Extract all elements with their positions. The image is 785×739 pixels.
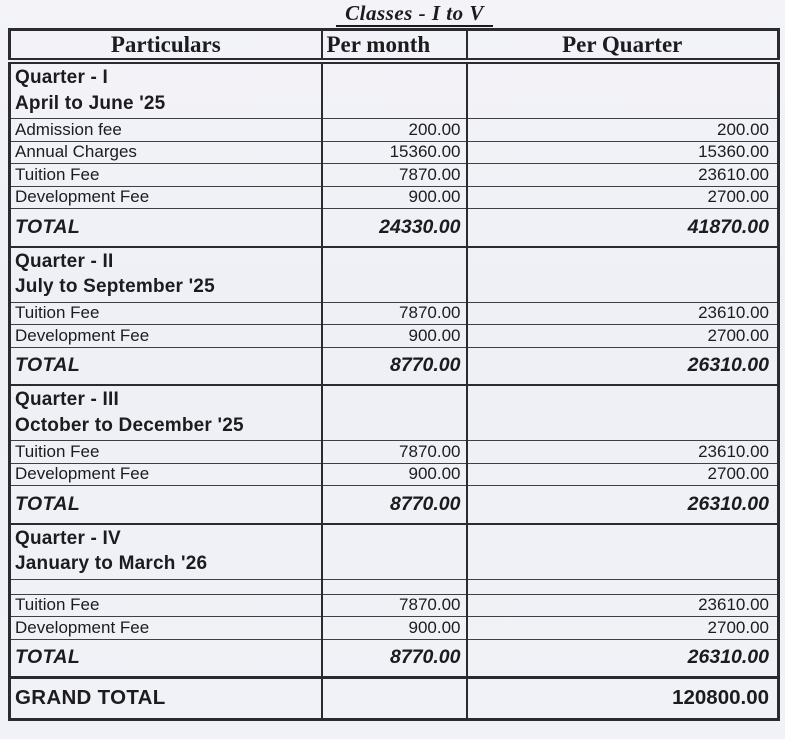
per-month-value: 200.00: [322, 119, 467, 142]
per-quarter-value: 23610.00: [467, 302, 779, 325]
quarter-4-header-row: [10, 524, 779, 580]
fee-row-development-fee-q3: [10, 463, 779, 486]
empty-spacer-row: [10, 579, 779, 594]
empty-cell: [467, 61, 779, 119]
total-per-quarter: 26310.00: [467, 347, 779, 385]
fee-row-development-fee-q4: [10, 617, 779, 640]
quarter-3-period: October to December '25: [15, 414, 244, 436]
per-month-value: 900.00: [322, 617, 467, 640]
table-header-row: [10, 30, 779, 62]
fee-row-annual-charges: [10, 141, 779, 164]
fee-label: Development Fee: [10, 325, 322, 348]
total-label: TOTAL: [10, 486, 322, 524]
column-header-particulars: Particulars: [10, 30, 322, 62]
per-month-value: 900.00: [322, 325, 467, 348]
per-month-value: 15360.00: [322, 141, 467, 164]
quarter-4-header-cell: [10, 524, 322, 580]
column-header-per-month: Per month: [322, 30, 467, 62]
fee-row-admission-fee: [10, 119, 779, 142]
grand-total-per-quarter: 120800.00: [467, 677, 779, 719]
per-quarter-value: 2700.00: [467, 186, 779, 209]
per-quarter-value: 23610.00: [467, 594, 779, 617]
fee-label: Development Fee: [10, 463, 322, 486]
total-per-quarter: 26310.00: [467, 486, 779, 524]
fee-table: [8, 28, 780, 721]
fee-row-development-fee-q1: [10, 186, 779, 209]
total-row-q3: [10, 486, 779, 524]
fee-label: Admission fee: [10, 119, 322, 142]
fee-label: Tuition Fee: [10, 164, 322, 187]
empty-cell: [322, 61, 467, 119]
quarter-2-header-cell: [10, 247, 322, 303]
per-quarter-value: 23610.00: [467, 441, 779, 464]
total-per-quarter: 41870.00: [467, 209, 779, 247]
total-label: TOTAL: [10, 639, 322, 677]
fee-label: Annual Charges: [10, 141, 322, 164]
per-month-value: 900.00: [322, 463, 467, 486]
fee-label: Tuition Fee: [10, 302, 322, 325]
total-row-q2: [10, 347, 779, 385]
per-quarter-value: 23610.00: [467, 164, 779, 187]
fee-row-tuition-fee-q4: [10, 594, 779, 617]
per-month-value: 7870.00: [322, 302, 467, 325]
per-month-value: 7870.00: [322, 164, 467, 187]
per-quarter-value: 15360.00: [467, 141, 779, 164]
fee-label: Tuition Fee: [10, 441, 322, 464]
grand-total-per-month: [322, 677, 467, 719]
quarter-1-header-cell: [10, 61, 322, 119]
quarter-2-period: July to September '25: [15, 276, 215, 297]
empty-cell: [467, 247, 779, 303]
total-row-q4: [10, 639, 779, 677]
total-per-month: 8770.00: [322, 486, 467, 524]
empty-cell: [467, 579, 779, 594]
per-month-value: 900.00: [322, 186, 467, 209]
quarter-3-header-row: [10, 385, 779, 441]
quarter-2-title: Quarter - II: [15, 250, 114, 272]
quarter-2-header-row: [10, 247, 779, 303]
quarter-1-header-row: [10, 61, 779, 119]
column-header-per-quarter: Per Quarter: [467, 30, 779, 62]
scanned-fee-document: [0, 1, 785, 721]
fee-label: Development Fee: [10, 617, 322, 640]
total-label: TOTAL: [10, 209, 322, 247]
total-label: TOTAL: [10, 347, 322, 385]
total-per-month: 8770.00: [322, 347, 467, 385]
quarter-3-title: Quarter - III: [15, 389, 119, 410]
empty-cell: [10, 579, 322, 594]
fee-label: Tuition Fee: [10, 594, 322, 617]
total-per-month: 8770.00: [322, 639, 467, 677]
per-quarter-value: 2700.00: [467, 463, 779, 486]
quarter-1-period: April to June '25: [15, 92, 166, 114]
per-quarter-value: 200.00: [467, 119, 779, 142]
fee-row-tuition-fee-q2: [10, 302, 779, 325]
empty-cell: [322, 247, 467, 303]
total-row-q1: [10, 209, 779, 247]
title-row: [8, 1, 777, 27]
per-quarter-value: 2700.00: [467, 617, 779, 640]
per-month-value: 7870.00: [322, 594, 467, 617]
fee-label: Development Fee: [10, 186, 322, 209]
grand-total-label: GRAND TOTAL: [10, 677, 322, 719]
fee-row-tuition-fee-q1: [10, 164, 779, 187]
quarter-4-title: Quarter - IV: [15, 527, 121, 549]
empty-cell: [322, 385, 467, 441]
quarter-3-header-cell: [10, 385, 322, 441]
page-title: Classes - I to V: [336, 1, 493, 27]
empty-cell: [467, 524, 779, 580]
total-per-quarter: 26310.00: [467, 639, 779, 677]
per-month-value: 7870.00: [322, 441, 467, 464]
fee-row-tuition-fee-q3: [10, 441, 779, 464]
per-quarter-value: 2700.00: [467, 325, 779, 348]
empty-cell: [467, 385, 779, 441]
empty-cell: [322, 579, 467, 594]
grand-total-row: [10, 677, 779, 719]
total-per-month: 24330.00: [322, 209, 467, 247]
empty-cell: [322, 524, 467, 580]
quarter-4-period: January to March '26: [15, 553, 208, 574]
quarter-1-title: Quarter - I: [15, 67, 108, 88]
fee-row-development-fee-q2: [10, 325, 779, 348]
